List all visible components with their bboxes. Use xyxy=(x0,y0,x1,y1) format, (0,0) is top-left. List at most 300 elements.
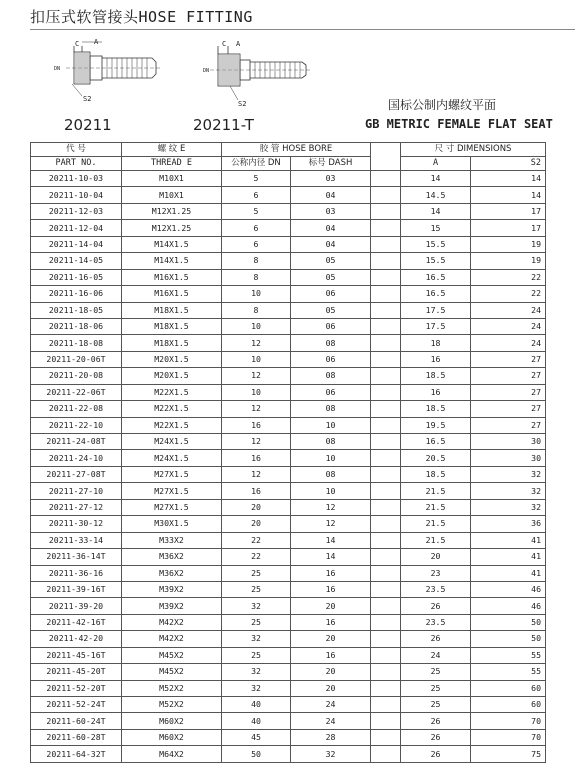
cell-dim-a: 26 xyxy=(401,729,471,745)
drawing-2-dim-s2: S2 xyxy=(238,100,247,108)
cell-dash: 20 xyxy=(291,598,371,614)
cell-dn: 40 xyxy=(222,713,291,729)
cell-dim-s2: 14 xyxy=(471,171,546,187)
cell-dim-a: 18 xyxy=(401,335,471,351)
cell-dn: 12 xyxy=(222,335,291,351)
cell-thread: M42X2 xyxy=(122,631,222,647)
cell-spacer xyxy=(371,253,401,269)
cell-spacer xyxy=(371,318,401,334)
cell-part-no: 20211-52-24T xyxy=(31,697,122,713)
table-row xyxy=(31,516,546,532)
cell-dn: 25 xyxy=(222,614,291,630)
cell-dim-a: 21.5 xyxy=(401,516,471,532)
table-row xyxy=(31,302,546,318)
table-row xyxy=(31,401,546,417)
cell-thread: M64X2 xyxy=(122,746,222,762)
cell-dash: 10 xyxy=(291,483,371,499)
table-row xyxy=(31,549,546,565)
cell-dim-a: 16.5 xyxy=(401,269,471,285)
cell-dim-a: 20 xyxy=(401,549,471,565)
cell-spacer xyxy=(371,614,401,630)
cell-dash: 05 xyxy=(291,302,371,318)
cell-dash: 08 xyxy=(291,466,371,482)
cell-dn: 45 xyxy=(222,729,291,745)
cell-part-no: 20211-20-08 xyxy=(31,368,122,384)
cell-dim-a: 21.5 xyxy=(401,499,471,515)
header-a: A xyxy=(401,157,471,171)
cell-part-no: 20211-22-06T xyxy=(31,384,122,400)
cell-spacer xyxy=(371,401,401,417)
cell-dim-s2: 41 xyxy=(471,532,546,548)
cell-dim-a: 16.5 xyxy=(401,286,471,302)
cell-dim-s2: 32 xyxy=(471,483,546,499)
cell-dash: 20 xyxy=(291,631,371,647)
cell-spacer xyxy=(371,664,401,680)
cell-dash: 08 xyxy=(291,434,371,450)
cell-thread: M12X1.25 xyxy=(122,203,222,219)
cell-spacer xyxy=(371,680,401,696)
cell-dash: 08 xyxy=(291,368,371,384)
standard-name-en: GB METRIC FEMALE FLAT SEAT xyxy=(365,117,553,131)
cell-thread: M27X1.5 xyxy=(122,483,222,499)
cell-dim-s2: 75 xyxy=(471,746,546,762)
cell-dim-s2: 27 xyxy=(471,384,546,400)
cell-part-no: 20211-60-24T xyxy=(31,713,122,729)
cell-dim-s2: 32 xyxy=(471,466,546,482)
cell-dim-s2: 32 xyxy=(471,499,546,515)
cell-spacer xyxy=(371,236,401,252)
cell-thread: M33X2 xyxy=(122,532,222,548)
cell-thread: M18X1.5 xyxy=(122,335,222,351)
title-divider xyxy=(30,29,575,30)
cell-part-no: 20211-39-16T xyxy=(31,581,122,597)
table-row xyxy=(31,499,546,515)
drawing-1-dim-a: A xyxy=(94,38,99,46)
cell-thread: M52X2 xyxy=(122,697,222,713)
cell-dn: 25 xyxy=(222,647,291,663)
cell-spacer xyxy=(371,335,401,351)
table-row xyxy=(31,664,546,680)
cell-dim-s2: 27 xyxy=(471,368,546,384)
table-row xyxy=(31,384,546,400)
cell-spacer xyxy=(371,713,401,729)
cell-spacer xyxy=(371,631,401,647)
cell-dn: 10 xyxy=(222,286,291,302)
table-row xyxy=(31,286,546,302)
table-row xyxy=(31,171,546,187)
cell-thread: M42X2 xyxy=(122,614,222,630)
cell-thread: M22X1.5 xyxy=(122,417,222,433)
cell-dim-s2: 19 xyxy=(471,236,546,252)
cell-spacer xyxy=(371,417,401,433)
table-row xyxy=(31,565,546,581)
cell-thread: M52X2 xyxy=(122,680,222,696)
cell-dash: 28 xyxy=(291,729,371,745)
cell-dash: 08 xyxy=(291,335,371,351)
cell-dim-s2: 24 xyxy=(471,302,546,318)
cell-dash: 10 xyxy=(291,417,371,433)
cell-dash: 04 xyxy=(291,187,371,203)
cell-part-no: 20211-39-20 xyxy=(31,598,122,614)
table-row xyxy=(31,269,546,285)
cell-dash: 06 xyxy=(291,351,371,367)
drawing-2-dim-c: C xyxy=(222,40,227,48)
header-s2: S2 xyxy=(471,157,546,171)
cell-thread: M18X1.5 xyxy=(122,318,222,334)
cell-dash: 05 xyxy=(291,269,371,285)
table-row xyxy=(31,581,546,597)
cell-dn: 32 xyxy=(222,598,291,614)
table-row xyxy=(31,187,546,203)
cell-part-no: 20211-27-10 xyxy=(31,483,122,499)
table-row xyxy=(31,220,546,236)
table-row xyxy=(31,318,546,334)
cell-dim-s2: 41 xyxy=(471,549,546,565)
cell-dim-s2: 60 xyxy=(471,680,546,696)
table-row xyxy=(31,368,546,384)
cell-dim-a: 26 xyxy=(401,713,471,729)
cell-dim-s2: 27 xyxy=(471,417,546,433)
cell-part-no: 20211-36-14T xyxy=(31,549,122,565)
cell-dim-a: 15.5 xyxy=(401,253,471,269)
cell-thread: M45X2 xyxy=(122,647,222,663)
cell-thread: M10X1 xyxy=(122,187,222,203)
cell-dim-a: 17.5 xyxy=(401,318,471,334)
cell-part-no: 20211-20-06T xyxy=(31,351,122,367)
cell-part-no: 20211-22-10 xyxy=(31,417,122,433)
cell-dn: 10 xyxy=(222,318,291,334)
header-hose-bore: 胶 管 HOSE BORE xyxy=(222,143,371,157)
cell-part-no: 20211-14-05 xyxy=(31,253,122,269)
cell-dn: 10 xyxy=(222,384,291,400)
cell-dim-s2: 17 xyxy=(471,220,546,236)
cell-dim-a: 25 xyxy=(401,664,471,680)
table-row xyxy=(31,203,546,219)
cell-part-no: 20211-10-03 xyxy=(31,171,122,187)
cell-dim-a: 14 xyxy=(401,203,471,219)
table-row xyxy=(31,598,546,614)
cell-dim-s2: 14 xyxy=(471,187,546,203)
cell-dim-s2: 60 xyxy=(471,697,546,713)
cell-dim-s2: 30 xyxy=(471,450,546,466)
cell-part-no: 20211-10-04 xyxy=(31,187,122,203)
cell-part-no: 20211-36-16 xyxy=(31,565,122,581)
cell-dash: 10 xyxy=(291,450,371,466)
cell-dash: 04 xyxy=(291,236,371,252)
cell-thread: M12X1.25 xyxy=(122,220,222,236)
table-row xyxy=(31,236,546,252)
cell-thread: M22X1.5 xyxy=(122,384,222,400)
table-row xyxy=(31,434,546,450)
cell-dim-s2: 36 xyxy=(471,516,546,532)
cell-dim-s2: 27 xyxy=(471,401,546,417)
table-row xyxy=(31,253,546,269)
cell-spacer xyxy=(371,384,401,400)
cell-dn: 6 xyxy=(222,187,291,203)
cell-dash: 06 xyxy=(291,286,371,302)
header-thread-en: THREAD E xyxy=(122,157,222,171)
cell-dim-a: 18.5 xyxy=(401,401,471,417)
cell-spacer xyxy=(371,466,401,482)
cell-part-no: 20211-16-06 xyxy=(31,286,122,302)
cell-dim-s2: 50 xyxy=(471,614,546,630)
cell-dn: 12 xyxy=(222,368,291,384)
cell-dn: 25 xyxy=(222,581,291,597)
cell-dn: 40 xyxy=(222,697,291,713)
drawing-1-part-label: 20211 xyxy=(64,116,112,134)
cell-dn: 16 xyxy=(222,483,291,499)
header-thread-cn: 螺 纹 E xyxy=(122,143,222,157)
cell-spacer xyxy=(371,483,401,499)
drawing-1-dim-s2: S2 xyxy=(83,95,92,103)
table-row xyxy=(31,697,546,713)
cell-dn: 32 xyxy=(222,664,291,680)
table-row xyxy=(31,713,546,729)
cell-part-no: 20211-52-20T xyxy=(31,680,122,696)
cell-spacer xyxy=(371,286,401,302)
header-part-en: PART NO. xyxy=(31,157,122,171)
cell-thread: M27X1.5 xyxy=(122,466,222,482)
table-row xyxy=(31,746,546,762)
cell-dim-a: 21.5 xyxy=(401,483,471,499)
cell-dash: 16 xyxy=(291,647,371,663)
cell-dn: 20 xyxy=(222,516,291,532)
cell-dim-a: 16 xyxy=(401,384,471,400)
cell-spacer xyxy=(371,203,401,219)
cell-thread: M16X1.5 xyxy=(122,286,222,302)
table-row xyxy=(31,335,546,351)
cell-dn: 22 xyxy=(222,549,291,565)
cell-thread: M24X1.5 xyxy=(122,434,222,450)
cell-dim-s2: 70 xyxy=(471,713,546,729)
cell-dim-a: 25 xyxy=(401,697,471,713)
cell-dash: 05 xyxy=(291,253,371,269)
cell-dn: 32 xyxy=(222,680,291,696)
cell-dim-a: 18.5 xyxy=(401,368,471,384)
cell-dash: 06 xyxy=(291,318,371,334)
cell-dim-a: 24 xyxy=(401,647,471,663)
cell-dn: 22 xyxy=(222,532,291,548)
table-row xyxy=(31,417,546,433)
cell-dash: 24 xyxy=(291,713,371,729)
cell-dn: 8 xyxy=(222,253,291,269)
cell-dash: 20 xyxy=(291,680,371,696)
table-row xyxy=(31,351,546,367)
cell-dim-s2: 55 xyxy=(471,647,546,663)
cell-thread: M18X1.5 xyxy=(122,302,222,318)
cell-dim-s2: 41 xyxy=(471,565,546,581)
cell-thread: M60X2 xyxy=(122,729,222,745)
cell-spacer xyxy=(371,499,401,515)
cell-dash: 20 xyxy=(291,664,371,680)
cell-spacer xyxy=(371,697,401,713)
cell-dn: 16 xyxy=(222,450,291,466)
cell-part-no: 20211-12-04 xyxy=(31,220,122,236)
cell-dim-s2: 19 xyxy=(471,253,546,269)
cell-spacer xyxy=(371,302,401,318)
cell-spacer xyxy=(371,269,401,285)
cell-dim-a: 16 xyxy=(401,351,471,367)
cell-dim-a: 19.5 xyxy=(401,417,471,433)
cell-dash: 16 xyxy=(291,614,371,630)
table-header-row-1 xyxy=(31,143,546,157)
cell-dn: 20 xyxy=(222,499,291,515)
cell-thread: M60X2 xyxy=(122,713,222,729)
cell-part-no: 20211-42-16T xyxy=(31,614,122,630)
standard-name-cn: 国标公制内螺纹平面 xyxy=(388,98,497,112)
table-row xyxy=(31,647,546,663)
cell-dim-s2: 50 xyxy=(471,631,546,647)
cell-dim-a: 23.5 xyxy=(401,581,471,597)
cell-dim-a: 23 xyxy=(401,565,471,581)
cell-dim-s2: 55 xyxy=(471,664,546,680)
cell-dash: 14 xyxy=(291,532,371,548)
cell-dim-a: 18.5 xyxy=(401,466,471,482)
cell-spacer xyxy=(371,434,401,450)
cell-spacer xyxy=(371,532,401,548)
fitting-drawing-20211 xyxy=(52,38,162,108)
header-spacer xyxy=(371,143,401,171)
cell-dn: 12 xyxy=(222,401,291,417)
cell-dash: 24 xyxy=(291,697,371,713)
cell-spacer xyxy=(371,647,401,663)
cell-part-no: 20211-45-16T xyxy=(31,647,122,663)
cell-spacer xyxy=(371,565,401,581)
fitting-drawing-20211-t xyxy=(200,40,315,110)
cell-thread: M36X2 xyxy=(122,549,222,565)
cell-part-no: 20211-12-03 xyxy=(31,203,122,219)
cell-spacer xyxy=(371,598,401,614)
cell-dim-s2: 46 xyxy=(471,581,546,597)
cell-dim-s2: 46 xyxy=(471,598,546,614)
cell-thread: M45X2 xyxy=(122,664,222,680)
cell-dim-s2: 30 xyxy=(471,434,546,450)
cell-part-no: 20211-60-28T xyxy=(31,729,122,745)
cell-dn: 10 xyxy=(222,351,291,367)
cell-thread: M20X1.5 xyxy=(122,351,222,367)
cell-dim-a: 26 xyxy=(401,598,471,614)
cell-dash: 04 xyxy=(291,220,371,236)
cell-part-no: 20211-14-04 xyxy=(31,236,122,252)
cell-thread: M22X1.5 xyxy=(122,401,222,417)
cell-spacer xyxy=(371,729,401,745)
cell-dim-a: 15.5 xyxy=(401,236,471,252)
header-part-cn: 代 号 xyxy=(31,143,122,157)
cell-spacer xyxy=(371,368,401,384)
cell-dim-s2: 27 xyxy=(471,351,546,367)
cell-dim-s2: 70 xyxy=(471,729,546,745)
cell-dn: 50 xyxy=(222,746,291,762)
cell-dash: 03 xyxy=(291,171,371,187)
cell-dim-a: 20.5 xyxy=(401,450,471,466)
cell-spacer xyxy=(371,450,401,466)
table-row xyxy=(31,631,546,647)
cell-dn: 32 xyxy=(222,631,291,647)
cell-part-no: 20211-30-12 xyxy=(31,516,122,532)
drawing-2-dim-side: DN xyxy=(203,68,210,74)
cell-dim-s2: 24 xyxy=(471,335,546,351)
drawing-1-dim-side: DN xyxy=(54,66,61,72)
cell-dash: 03 xyxy=(291,203,371,219)
cell-dash: 16 xyxy=(291,565,371,581)
cell-dn: 5 xyxy=(222,203,291,219)
cell-dn: 12 xyxy=(222,466,291,482)
drawing-2-dim-a: A xyxy=(236,40,241,48)
cell-dn: 5 xyxy=(222,171,291,187)
table-row xyxy=(31,483,546,499)
cell-dim-a: 26 xyxy=(401,746,471,762)
cell-part-no: 20211-42-20 xyxy=(31,631,122,647)
cell-part-no: 20211-22-08 xyxy=(31,401,122,417)
header-dn: 公称内径 DN xyxy=(222,157,291,171)
cell-dim-a: 21.5 xyxy=(401,532,471,548)
cell-dim-a: 16.5 xyxy=(401,434,471,450)
cell-dash: 08 xyxy=(291,401,371,417)
cell-dash: 32 xyxy=(291,746,371,762)
cell-part-no: 20211-33-14 xyxy=(31,532,122,548)
cell-part-no: 20211-64-32T xyxy=(31,746,122,762)
cell-dim-s2: 22 xyxy=(471,286,546,302)
cell-part-no: 20211-18-05 xyxy=(31,302,122,318)
cell-thread: M10X1 xyxy=(122,171,222,187)
cell-part-no: 20211-18-08 xyxy=(31,335,122,351)
table-header-row-2 xyxy=(31,157,546,171)
cell-thread: M14X1.5 xyxy=(122,236,222,252)
cell-dim-a: 23.5 xyxy=(401,614,471,630)
table-row xyxy=(31,680,546,696)
table-row xyxy=(31,614,546,630)
cell-spacer xyxy=(371,516,401,532)
drawing-1-dim-c: C xyxy=(75,40,80,48)
cell-dim-s2: 24 xyxy=(471,318,546,334)
cell-dim-s2: 22 xyxy=(471,269,546,285)
cell-dim-a: 14 xyxy=(401,171,471,187)
spec-table xyxy=(30,142,546,763)
table-row xyxy=(31,450,546,466)
table-row xyxy=(31,466,546,482)
page-title: 扣压式软管接头HOSE FITTING xyxy=(30,8,253,26)
cell-thread: M39X2 xyxy=(122,598,222,614)
header-dimensions: 尺 寸 DIMENSIONS xyxy=(401,143,546,157)
header-dash: 标号 DASH xyxy=(291,157,371,171)
table-row xyxy=(31,729,546,745)
cell-dash: 06 xyxy=(291,384,371,400)
cell-thread: M39X2 xyxy=(122,581,222,597)
cell-spacer xyxy=(371,171,401,187)
cell-dim-s2: 17 xyxy=(471,203,546,219)
cell-thread: M30X1.5 xyxy=(122,516,222,532)
cell-spacer xyxy=(371,220,401,236)
cell-part-no: 20211-27-08T xyxy=(31,466,122,482)
cell-part-no: 20211-27-12 xyxy=(31,499,122,515)
cell-dn: 16 xyxy=(222,417,291,433)
cell-thread: M27X1.5 xyxy=(122,499,222,515)
cell-dn: 6 xyxy=(222,236,291,252)
cell-dash: 12 xyxy=(291,516,371,532)
cell-spacer xyxy=(371,187,401,203)
cell-thread: M16X1.5 xyxy=(122,269,222,285)
drawing-2-part-label: 20211-T xyxy=(193,116,254,134)
table-row xyxy=(31,532,546,548)
cell-dim-a: 26 xyxy=(401,631,471,647)
cell-dash: 16 xyxy=(291,581,371,597)
cell-dn: 8 xyxy=(222,269,291,285)
cell-dn: 8 xyxy=(222,302,291,318)
cell-dim-a: 14.5 xyxy=(401,187,471,203)
cell-dn: 12 xyxy=(222,434,291,450)
cell-spacer xyxy=(371,549,401,565)
cell-thread: M20X1.5 xyxy=(122,368,222,384)
